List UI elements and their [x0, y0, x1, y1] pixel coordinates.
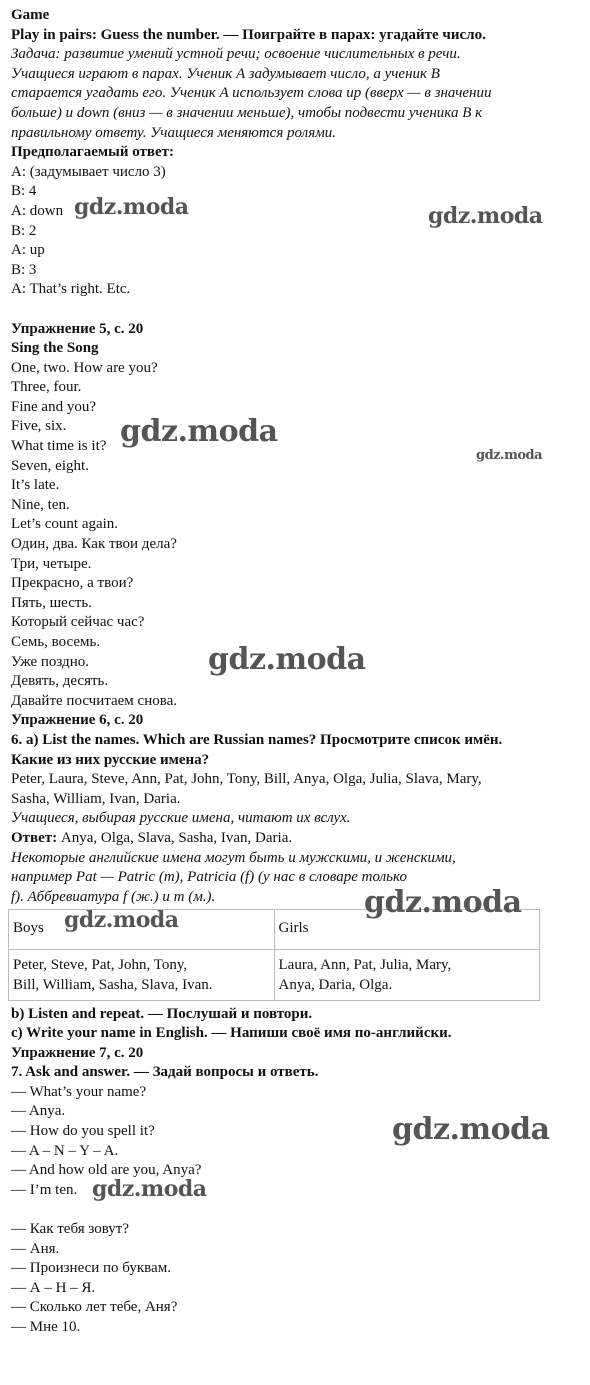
- ex6-c: c) Write your name in English. — Напиши своё имя по-английски.: [11, 1025, 452, 1042]
- dialog-line-ru: — Как тебя зовут?: [11, 1221, 129, 1238]
- game-task-line: Учащиеся играют в парах. Ученик A задумывает число, а ученик B: [11, 65, 440, 82]
- section-spacer: [11, 300, 581, 320]
- names-list-line: Sasha, William, Ivan, Daria.: [11, 790, 181, 807]
- watermark: gdz.moda: [208, 642, 366, 677]
- watermark: gdz.moda: [428, 203, 543, 229]
- table-row: [9, 950, 540, 1000]
- song-line: Seven, eight.: [11, 457, 89, 474]
- watermark: gdz.moda: [74, 194, 189, 220]
- boys-names-line: Bill, William, Sasha, Slava, Ivan.: [13, 976, 213, 993]
- watermark: gdz.moda: [476, 448, 543, 463]
- ex6-task-line: 6. a) List the names. Which are Russian names? Просмотрите список имён.: [11, 731, 503, 748]
- watermark: gdz.moda: [92, 1176, 207, 1202]
- girls-names-line: Anya, Daria, Olga.: [278, 976, 393, 993]
- dialog-line-en: — What’s your name?: [11, 1083, 147, 1100]
- ex6-note-line: f). Аббревиатура f (ж.) и m (м.).: [11, 888, 216, 905]
- girls-cell: [274, 950, 540, 1000]
- game-dialog-line: B: 3: [11, 261, 37, 278]
- watermark: gdz.moda: [392, 1112, 550, 1147]
- ex6-note-line: Некоторые английские имена могут быть и мужскими, и женскими,: [11, 849, 456, 866]
- dialog-line-ru: — Произнеси по буквам.: [11, 1260, 171, 1277]
- game-task-line: больше) и down (вниз — в значении меньше), чтобы подвести ученика B к: [11, 104, 483, 121]
- ex5-title: Упражнение 5, с. 20: [11, 320, 144, 337]
- song-line: Давайте посчитаем снова.: [11, 692, 178, 709]
- song-line: One, two. How are you?: [11, 359, 158, 376]
- song-line: Пять, шесть.: [11, 594, 93, 611]
- game-dialog-line: A: up: [11, 242, 45, 259]
- song-line: Nine, ten.: [11, 496, 70, 513]
- game-task-line: правильному ответу. Учащиеся меняются ролями.: [11, 124, 337, 141]
- song-line: Который сейчас час?: [11, 614, 145, 631]
- song-line: Три, четыре.: [11, 555, 92, 572]
- ex6-note-line: например Pat — Patric (m), Patricia (f) (у нас в словаре только: [11, 869, 407, 886]
- game-heading: Play in pairs: Guess the number. — Поиграйте в парах: угадайте число.: [11, 26, 486, 43]
- watermark: gdz.moda: [120, 414, 278, 449]
- ex6-b: b) Listen and repeat. — Послушай и повтори.: [11, 1005, 313, 1022]
- dialog-line-en: — I’m ten.: [11, 1181, 78, 1198]
- game-dialog-line: A: That’s right. Etc.: [11, 281, 131, 298]
- song-line: Семь, восемь.: [11, 634, 101, 650]
- game-title: Game: [11, 7, 50, 23]
- boys-header: Boys: [9, 910, 275, 950]
- song-line: Three, four.: [11, 379, 82, 396]
- girls-header: Girls: [274, 910, 540, 950]
- dialog-line-en: — And how old are you, Anya?: [11, 1162, 202, 1179]
- ex7-title: Упражнение 7, с. 20: [11, 1044, 144, 1061]
- game-dialog-line: A: (задумывает число 3): [11, 163, 166, 180]
- song-line: Fine and you?: [11, 398, 96, 415]
- ex6-answer: [11, 829, 581, 849]
- dialog-line-ru: — Сколько лет тебе, Аня?: [11, 1299, 178, 1316]
- dialog-line-en: — A – N – Y – A.: [11, 1142, 119, 1159]
- game-dialog-line: B: 4: [11, 183, 37, 200]
- dialog-line-ru: — А – Н – Я.: [11, 1279, 96, 1296]
- game-dialog-line: A: down: [11, 202, 64, 219]
- answer-label: Ответ:: [11, 829, 58, 846]
- watermark: gdz.moda: [364, 885, 522, 920]
- section-spacer: [11, 1200, 581, 1220]
- ex6-title: Упражнение 6, с. 20: [11, 712, 144, 729]
- song-line: Let’s count again.: [11, 516, 119, 533]
- girls-names-line: Laura, Ann, Pat, Julia, Mary,: [278, 957, 452, 974]
- ex5-subtitle: Sing the Song: [11, 340, 99, 357]
- dialog-line-en: — How do you spell it?: [11, 1123, 155, 1140]
- dialog-line-ru: — Мне 10.: [11, 1319, 81, 1335]
- game-answer-label: Предполагаемый ответ:: [11, 144, 175, 161]
- watermark: gdz.moda: [64, 907, 179, 933]
- ex6-note: Учащиеся, выбирая русские имена, читают их вслух.: [11, 810, 351, 827]
- ex7-task: 7. Ask and answer. — Задай вопросы и ответь.: [11, 1064, 319, 1081]
- dialog-line-en: — Anya.: [11, 1103, 66, 1120]
- game-task-line: Задача: развитие умений устной речи; освоение числительных в речи.: [11, 46, 461, 63]
- song-line: What time is it?: [11, 438, 107, 455]
- dialog-line-ru: — Аня.: [11, 1240, 60, 1257]
- song-line: Один, два. Как твои дела?: [11, 536, 177, 553]
- song-line: It’s late.: [11, 477, 60, 494]
- song-line: Уже поздно.: [11, 653, 89, 670]
- game-task-line: старается угадать его. Ученик A использует слова up (вверх — в значении: [11, 85, 492, 102]
- song-line: Five, six.: [11, 418, 67, 435]
- ex6-task-line: Какие из них русские имена?: [11, 751, 210, 768]
- game-dialog-line: B: 2: [11, 222, 37, 239]
- boys-names-line: Peter, Steve, Pat, John, Tony,: [13, 957, 188, 974]
- answer-text: Anya, Olga, Slava, Sasha, Ivan, Daria.: [57, 829, 293, 846]
- boys-cell: [9, 950, 275, 1000]
- names-list-line: Peter, Laura, Steve, Ann, Pat, John, Tony, Bill, Anya, Olga, Julia, Slava, Mary,: [11, 771, 482, 788]
- song-line: Прекрасно, а твои?: [11, 575, 134, 592]
- song-line: Девять, десять.: [11, 673, 109, 690]
